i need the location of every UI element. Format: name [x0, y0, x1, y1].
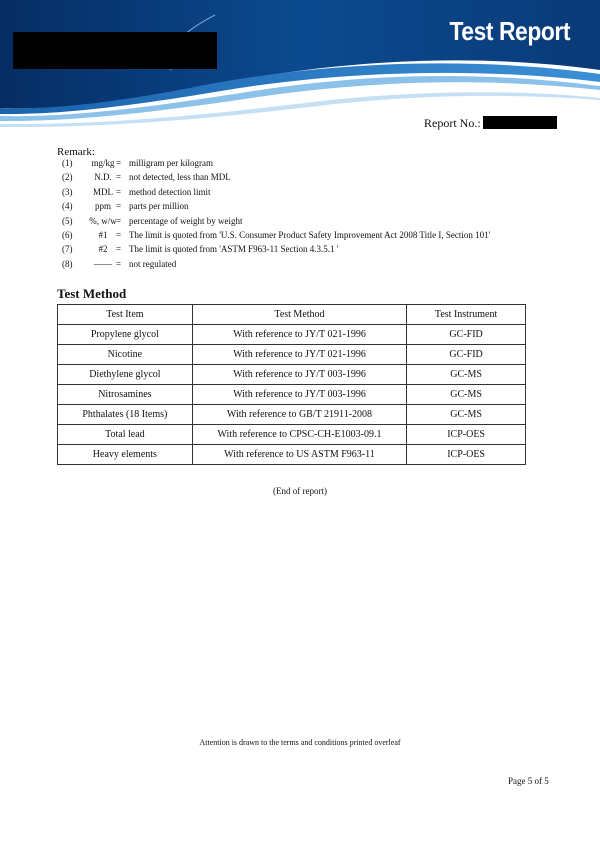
table-row [58, 445, 526, 465]
attention-note: Attention is drawn to the terms and conditions printed overleaf [199, 738, 401, 747]
remark-abbreviation: %, w/w [89, 215, 117, 226]
redacted-report-number [483, 116, 557, 129]
cell-test-method: With reference to JY/T 021-1996 [192, 325, 406, 345]
cell-test-item: Propylene glycol [58, 325, 193, 345]
remark-abbreviation: #1 [98, 230, 108, 240]
cell-test-instrument: GC-FID [407, 325, 526, 345]
remark-abbreviation: —— [94, 258, 112, 269]
end-of-report: (End of report) [273, 486, 327, 496]
table-row [58, 325, 526, 345]
remark-definition: parts per million [129, 201, 189, 212]
remark-number: (1) [62, 158, 73, 168]
cell-test-instrument: GC-MS [407, 365, 526, 385]
cell-test-item: Heavy elements [58, 445, 193, 465]
table-row [58, 345, 526, 365]
remark-definition: The limit is quoted from 'ASTM F963-11 Section 4.3.5.1 ' [129, 244, 339, 255]
cell-test-method: With reference to US ASTM F963-11 [192, 445, 406, 465]
remark-equals: = [116, 258, 122, 269]
remark-number: (4) [62, 201, 73, 212]
remark-definition: milligram per kilogram [129, 158, 213, 168]
report-header-banner [0, 0, 600, 130]
cell-test-method: With reference to GB/T 21911-2008 [192, 405, 406, 425]
remark-number: (8) [62, 258, 73, 269]
remark-number: (3) [62, 186, 73, 197]
remark-abbreviation: MDL [93, 186, 113, 197]
cell-test-item: Nicotine [58, 345, 193, 365]
table-row [58, 385, 526, 405]
cell-test-instrument: ICP-OES [407, 425, 526, 445]
remark-number: (6) [62, 230, 73, 240]
remark-equals: = [116, 158, 122, 168]
remark-abbreviation: #2 [98, 244, 108, 255]
table-header-row [58, 305, 526, 325]
remark-abbreviation: N.D. [94, 172, 112, 183]
remark-equals: = [116, 230, 122, 240]
remark-equals: = [116, 172, 122, 183]
remark-title: Remark: [57, 146, 95, 158]
remark-abbreviation: ppm [94, 201, 111, 212]
cell-test-method: With reference to CPSC-CH-E1003-09.1 [192, 425, 406, 445]
cell-test-item: Total lead [58, 425, 193, 445]
remark-number: (5) [62, 215, 73, 226]
cell-test-item: Diethylene glycol [58, 365, 193, 385]
report-number-label: Report No.: [424, 116, 481, 130]
page-number: Page 5 of 5 [508, 776, 549, 786]
remark-equals: = [116, 186, 122, 197]
remark-definition: not detected, less than MDL [129, 172, 231, 183]
cell-test-instrument: GC-FID [407, 345, 526, 365]
remark-equals: = [116, 215, 122, 226]
cell-test-instrument: ICP-OES [407, 445, 526, 465]
remark-abbreviation: mg/kg [91, 158, 115, 168]
cell-test-instrument: GC-MS [407, 385, 526, 405]
report-number [424, 116, 557, 131]
remark-equals: = [116, 244, 122, 255]
column-header-test-instrument: Test Instrument [407, 305, 526, 325]
column-header-test-item: Test Item [58, 305, 193, 325]
cell-test-method: With reference to JY/T 003-1996 [192, 365, 406, 385]
remark-definition: method detection limit [129, 186, 211, 197]
table-row [58, 425, 526, 445]
cell-test-item: Phthalates (18 Items) [58, 405, 193, 425]
cell-test-method: With reference to JY/T 021-1996 [192, 345, 406, 365]
remark-equals: = [116, 201, 122, 212]
redacted-logo [13, 32, 217, 69]
report-title: Test Report [449, 16, 570, 46]
remark-definition: The limit is quoted from 'U.S. Consumer Product Safety Improvement Act 2008 Title I, Section 101' [129, 230, 491, 240]
table-row [58, 365, 526, 385]
test-method-title: Test Method [57, 286, 127, 301]
remark-number: (7) [62, 244, 73, 255]
table-row [58, 405, 526, 425]
test-method-table [57, 304, 526, 465]
remark-definition: percentage of weight by weight [129, 215, 243, 226]
remark-number: (2) [62, 172, 73, 183]
column-header-test-method: Test Method [192, 305, 406, 325]
cell-test-method: With reference to JY/T 003-1996 [192, 385, 406, 405]
remark-definition: not regulated [129, 258, 177, 269]
cell-test-item: Nitrosamines [58, 385, 193, 405]
cell-test-instrument: GC-MS [407, 405, 526, 425]
